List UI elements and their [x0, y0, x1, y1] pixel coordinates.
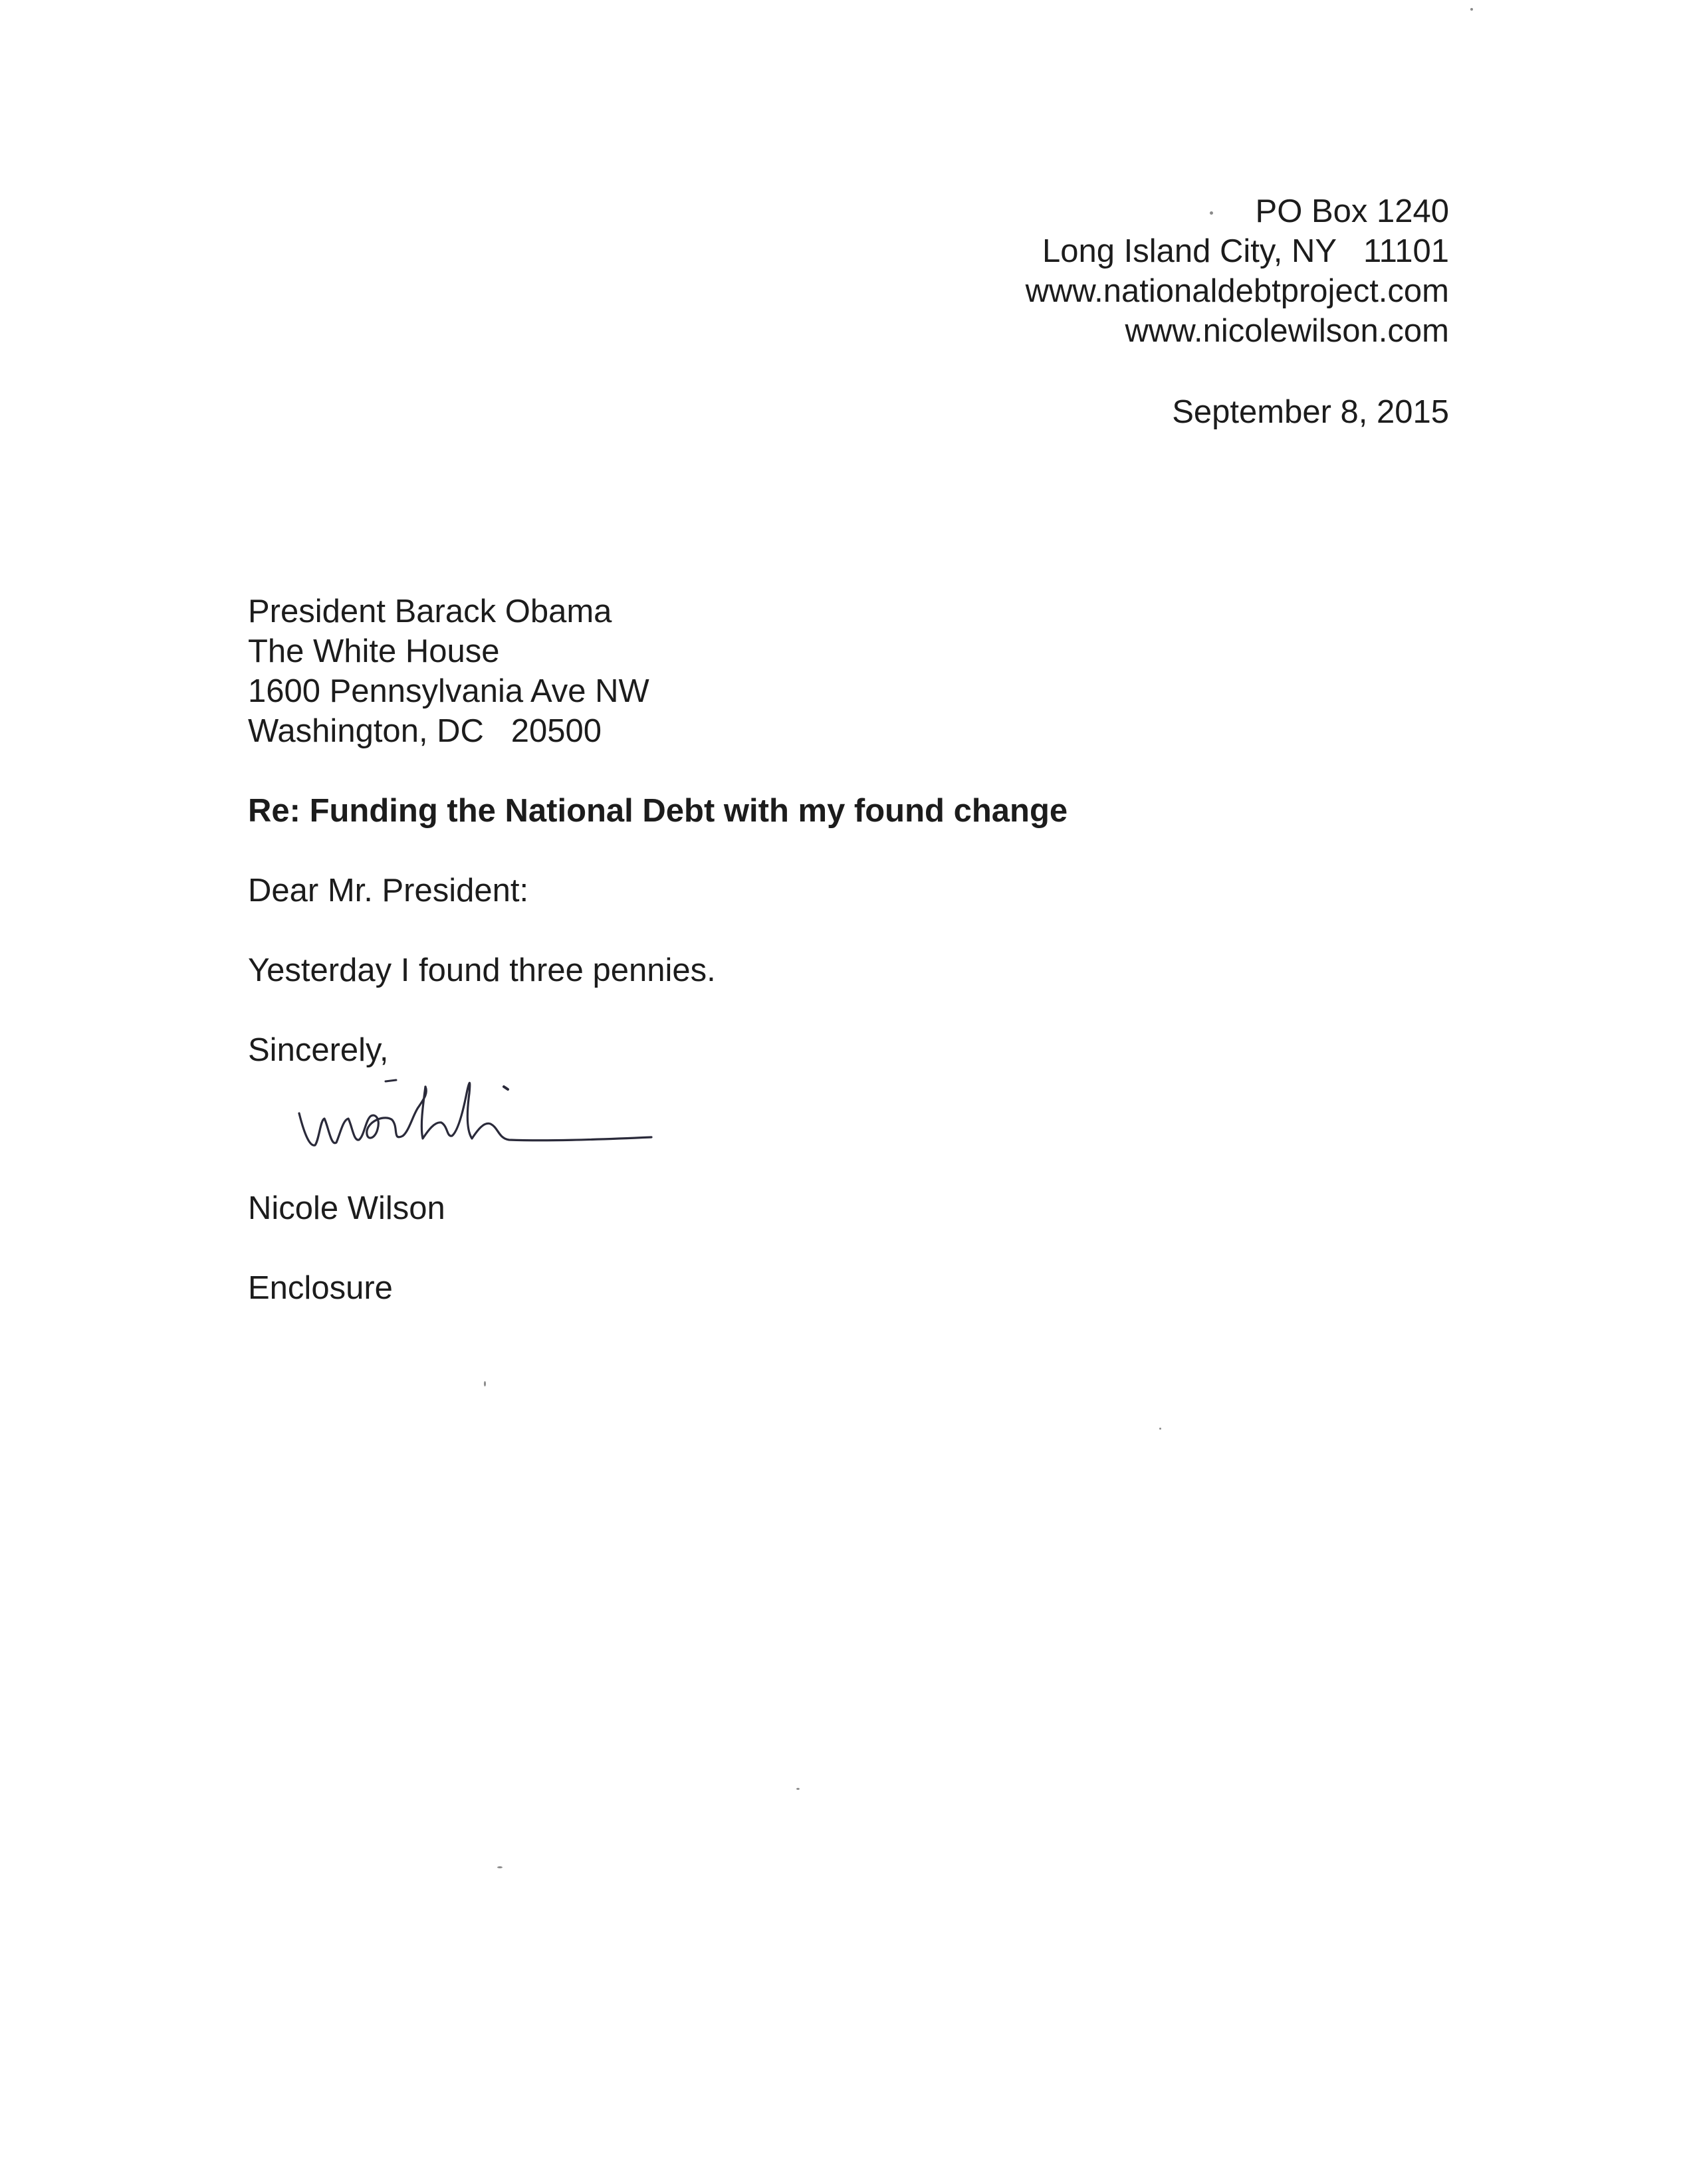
closing: Sincerely,: [248, 1032, 389, 1068]
scan-speck: [1210, 211, 1213, 215]
subject-line: Re: Funding the National Debt with my found change: [248, 793, 1068, 829]
return-address: [1026, 191, 1449, 351]
scan-speck: [796, 1788, 800, 1790]
scan-speck: [497, 1866, 503, 1868]
handwritten-signature: [292, 1067, 665, 1173]
recipient-address: [248, 592, 649, 751]
recipient-name: President Barack Obama: [248, 594, 612, 629]
sender-name: Nicole Wilson: [248, 1190, 445, 1226]
recipient-city: Washington, DC 20500: [248, 713, 602, 749]
recipient-line-2: The White House: [248, 633, 500, 669]
scan-speck: [1470, 8, 1473, 11]
recipient-street: 1600 Pennsylvania Ave NW: [248, 673, 649, 709]
return-address-city: Long Island City, NY 11101: [1042, 233, 1449, 269]
enclosure-notation: Enclosure: [248, 1270, 393, 1306]
scan-speck: [484, 1381, 486, 1386]
letter-date: September 8, 2015: [1172, 394, 1449, 430]
return-address-website-1: www.nationaldebtproject.com: [1025, 273, 1449, 309]
salutation: Dear Mr. President:: [248, 873, 529, 909]
return-address-website-2: www.nicolewilson.com: [1125, 313, 1449, 349]
scan-speck: [1159, 1428, 1161, 1430]
letter-body: Yesterday I found three pennies.: [248, 952, 716, 988]
return-address-po-box: PO Box 1240: [1255, 193, 1449, 229]
